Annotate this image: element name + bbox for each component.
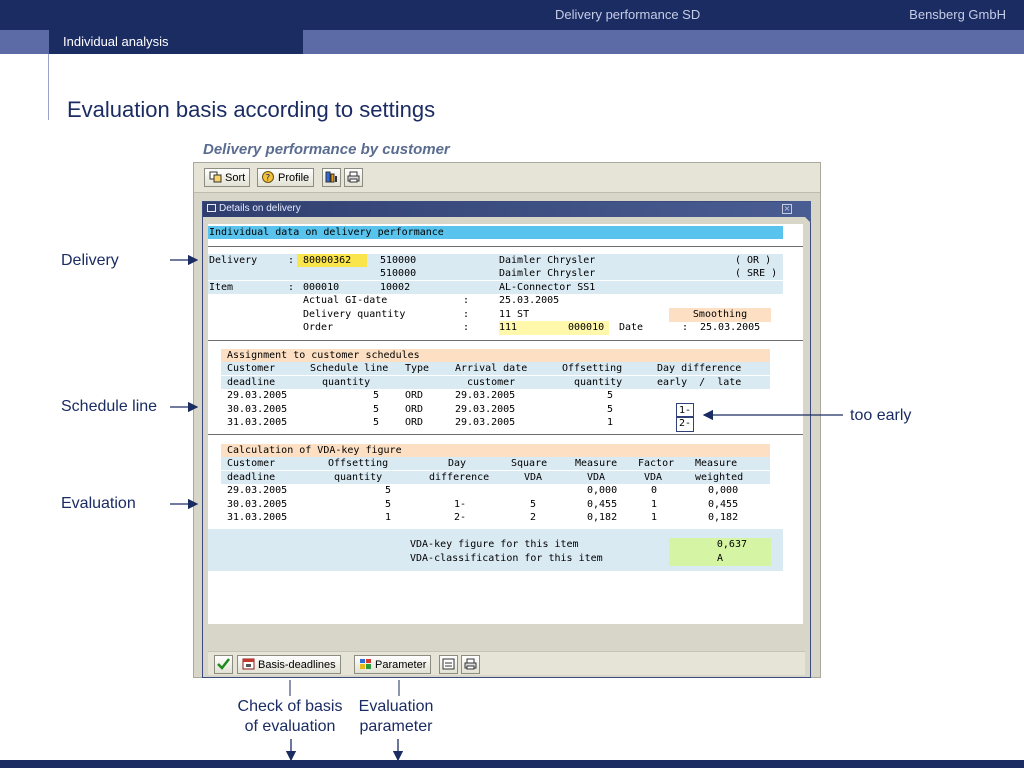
print-preview-button[interactable] xyxy=(439,655,458,674)
profile-button[interactable]: ? Profile xyxy=(257,168,314,187)
vda-key-value: 0,637 xyxy=(669,538,771,552)
slide-title: Evaluation basis according to settings xyxy=(67,97,436,122)
dialog-titlebar: Details on delivery × xyxy=(203,202,810,217)
schedules-title: Assignment to customer schedules xyxy=(221,349,770,362)
callout-delivery: Delivery xyxy=(61,252,119,269)
callout-too-early: too early xyxy=(850,407,912,424)
sap-toolbar xyxy=(194,163,820,193)
separator xyxy=(208,434,803,435)
vda-title: Calculation of VDA-key figure xyxy=(221,444,770,457)
help-profile-icon xyxy=(262,171,275,183)
printer-icon xyxy=(347,171,360,183)
schedules-header-2: deadline quantity customer quantity early / late xyxy=(221,376,770,389)
continue-button[interactable] xyxy=(214,655,233,674)
separator xyxy=(208,246,803,247)
svg-text:?: ? xyxy=(265,173,271,183)
print-button[interactable] xyxy=(344,168,363,187)
vda-class-row: VDA-classification for this item A xyxy=(208,552,783,565)
basis-deadlines-button[interactable]: Basis-deadlines xyxy=(237,655,341,674)
parameter-button[interactable]: Parameter xyxy=(354,655,431,674)
vda-row: 30.03.2005 5 1- 5 0,455 1 0,455 xyxy=(227,498,739,510)
close-icon[interactable]: × xyxy=(783,204,791,213)
schedule-row: 29.03.2005 5 ORD 29.03.2005 5 xyxy=(227,390,614,401)
sub-bar xyxy=(0,30,1024,54)
smoothing-label: Smoothing xyxy=(669,308,771,322)
details-dialog xyxy=(202,201,811,678)
callout-evaluation: Evaluation xyxy=(61,495,136,512)
check-icon xyxy=(217,658,230,670)
footer-print-button[interactable] xyxy=(461,655,480,674)
vda-class-value: A xyxy=(669,552,771,566)
schedule-row: 31.03.2005 5 ORD 29.03.2005 1 2- xyxy=(221,416,770,429)
layout-icon xyxy=(325,171,338,183)
presentation-title: Delivery performance SD xyxy=(555,7,701,22)
vda-key-row: VDA-key figure for this item 0,637 xyxy=(208,538,783,551)
top-bar xyxy=(0,0,1024,30)
layout-button[interactable] xyxy=(322,168,341,187)
sort-icon xyxy=(209,171,222,183)
schedules-header-1: Customer Schedule line Type Arrival date Offsetting Day difference xyxy=(221,362,770,375)
printer-icon xyxy=(464,658,477,670)
gi-date-row: Actual GI-date : 25.03.2005 xyxy=(303,295,560,306)
callout-schedule-line: Schedule line xyxy=(61,398,158,415)
sap-heading: Delivery performance by customer xyxy=(203,141,450,158)
callout-eval-parameter: Evaluation parameter xyxy=(358,698,434,735)
delivery-number[interactable]: 80000362 xyxy=(297,254,367,268)
quantity-row: Delivery quantity : 11 ST Smoothing xyxy=(208,308,783,321)
delivery-row: Delivery : 80000362 510000 Daimler Chrysler ( OR ) xyxy=(208,254,783,267)
bottom-bar xyxy=(0,760,1024,768)
delivery-row-2: 510000 Daimler Chrysler ( SRE ) xyxy=(208,267,783,280)
document-icon xyxy=(442,658,455,670)
sort-button[interactable]: Sort xyxy=(204,168,250,187)
vda-header-2: deadline quantity difference VDA VDA VDA weighted xyxy=(221,471,770,484)
parameter-icon xyxy=(359,658,372,670)
vda-row: 31.03.2005 1 2- 2 0,182 1 0,182 xyxy=(227,512,739,523)
calendar-icon xyxy=(242,658,255,670)
schedule-row: 30.03.2005 5 ORD 29.03.2005 5 1- xyxy=(221,403,770,416)
dialog-footer xyxy=(208,651,805,675)
dialog-icon xyxy=(207,204,216,212)
list-title: Individual data on delivery performance xyxy=(208,226,783,239)
result-list xyxy=(208,224,803,624)
dialog-corner xyxy=(789,201,811,223)
vda-row: 29.03.2005 5 0,000 0 0,000 xyxy=(227,485,739,496)
left-rule xyxy=(48,54,49,120)
separator xyxy=(208,340,803,341)
vda-header-1: Customer Offsetting Day Square Measure Factor Measure xyxy=(221,457,770,470)
item-row: Item : 000010 10002 AL-Connector SS1 xyxy=(208,281,783,294)
section-tab: Individual analysis xyxy=(49,30,303,54)
order-number[interactable]: 111 xyxy=(499,321,609,335)
company-name: Bensberg GmbH xyxy=(909,7,1006,22)
order-row: Order : 111 000010 Date : 25.03.2005 xyxy=(303,322,761,333)
callout-check-basis: Check of basis of evaluation xyxy=(237,698,343,735)
